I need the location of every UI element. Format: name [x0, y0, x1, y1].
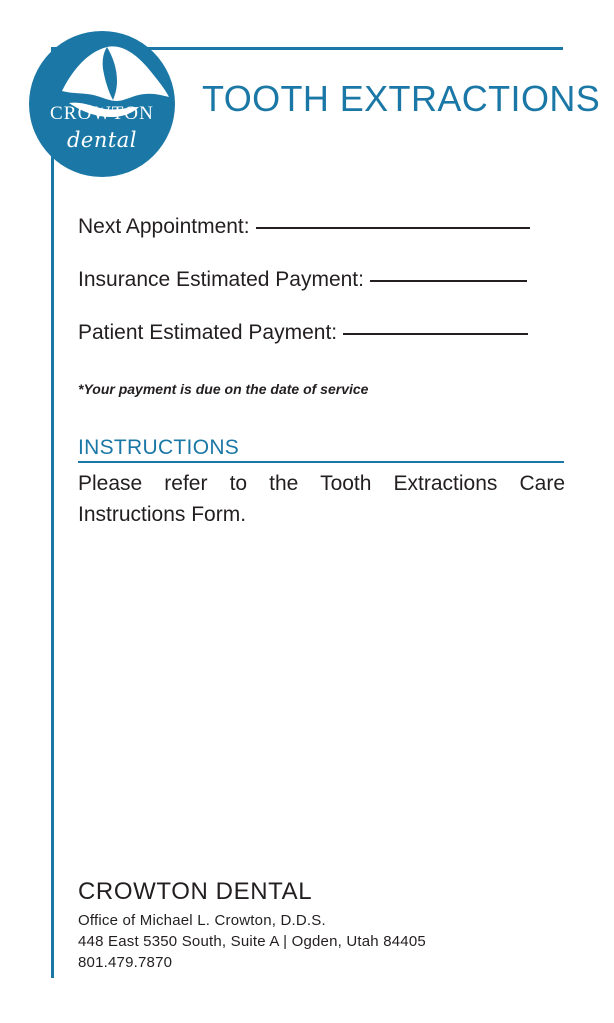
- left-margin-rule: [51, 48, 54, 978]
- footer-practice-name: CROWTON DENTAL: [78, 878, 313, 905]
- field-next-appointment: [78, 212, 564, 239]
- logo-wordmark: CROWTON: [49, 103, 155, 124]
- footer-phone: 801.479.7870: [78, 954, 173, 971]
- next-appointment-input[interactable]: [256, 212, 530, 229]
- field-insurance-estimated-payment: [78, 265, 564, 292]
- form-fields: [78, 212, 564, 371]
- field-patient-estimated-payment: [78, 318, 564, 345]
- patient-estimated-payment-input[interactable]: [343, 318, 528, 335]
- field-label: Insurance Estimated Payment:: [78, 268, 364, 291]
- footer-office: Office of Michael L. Crowton, D.D.S.: [78, 912, 326, 929]
- footer: [78, 878, 578, 973]
- logo-subtext: dental: [66, 128, 138, 152]
- crowton-dental-logo: [29, 31, 175, 177]
- footer-address: 448 East 5350 South, Suite A | Ogden, Utah 84405: [78, 933, 426, 950]
- instructions-divider: [78, 461, 564, 463]
- page-title: TOOTH EXTRACTIONS: [202, 78, 601, 119]
- payment-due-note: *Your payment is due on the date of service: [78, 381, 369, 397]
- field-label: Patient Estimated Payment:: [78, 321, 338, 344]
- instructions-heading: INSTRUCTIONS: [78, 436, 240, 459]
- field-label: Next Appointment:: [78, 215, 250, 238]
- insurance-estimated-payment-input[interactable]: [370, 265, 527, 282]
- instructions-body: Please refer to the Tooth Extractions Care Instructions Form.: [78, 472, 565, 526]
